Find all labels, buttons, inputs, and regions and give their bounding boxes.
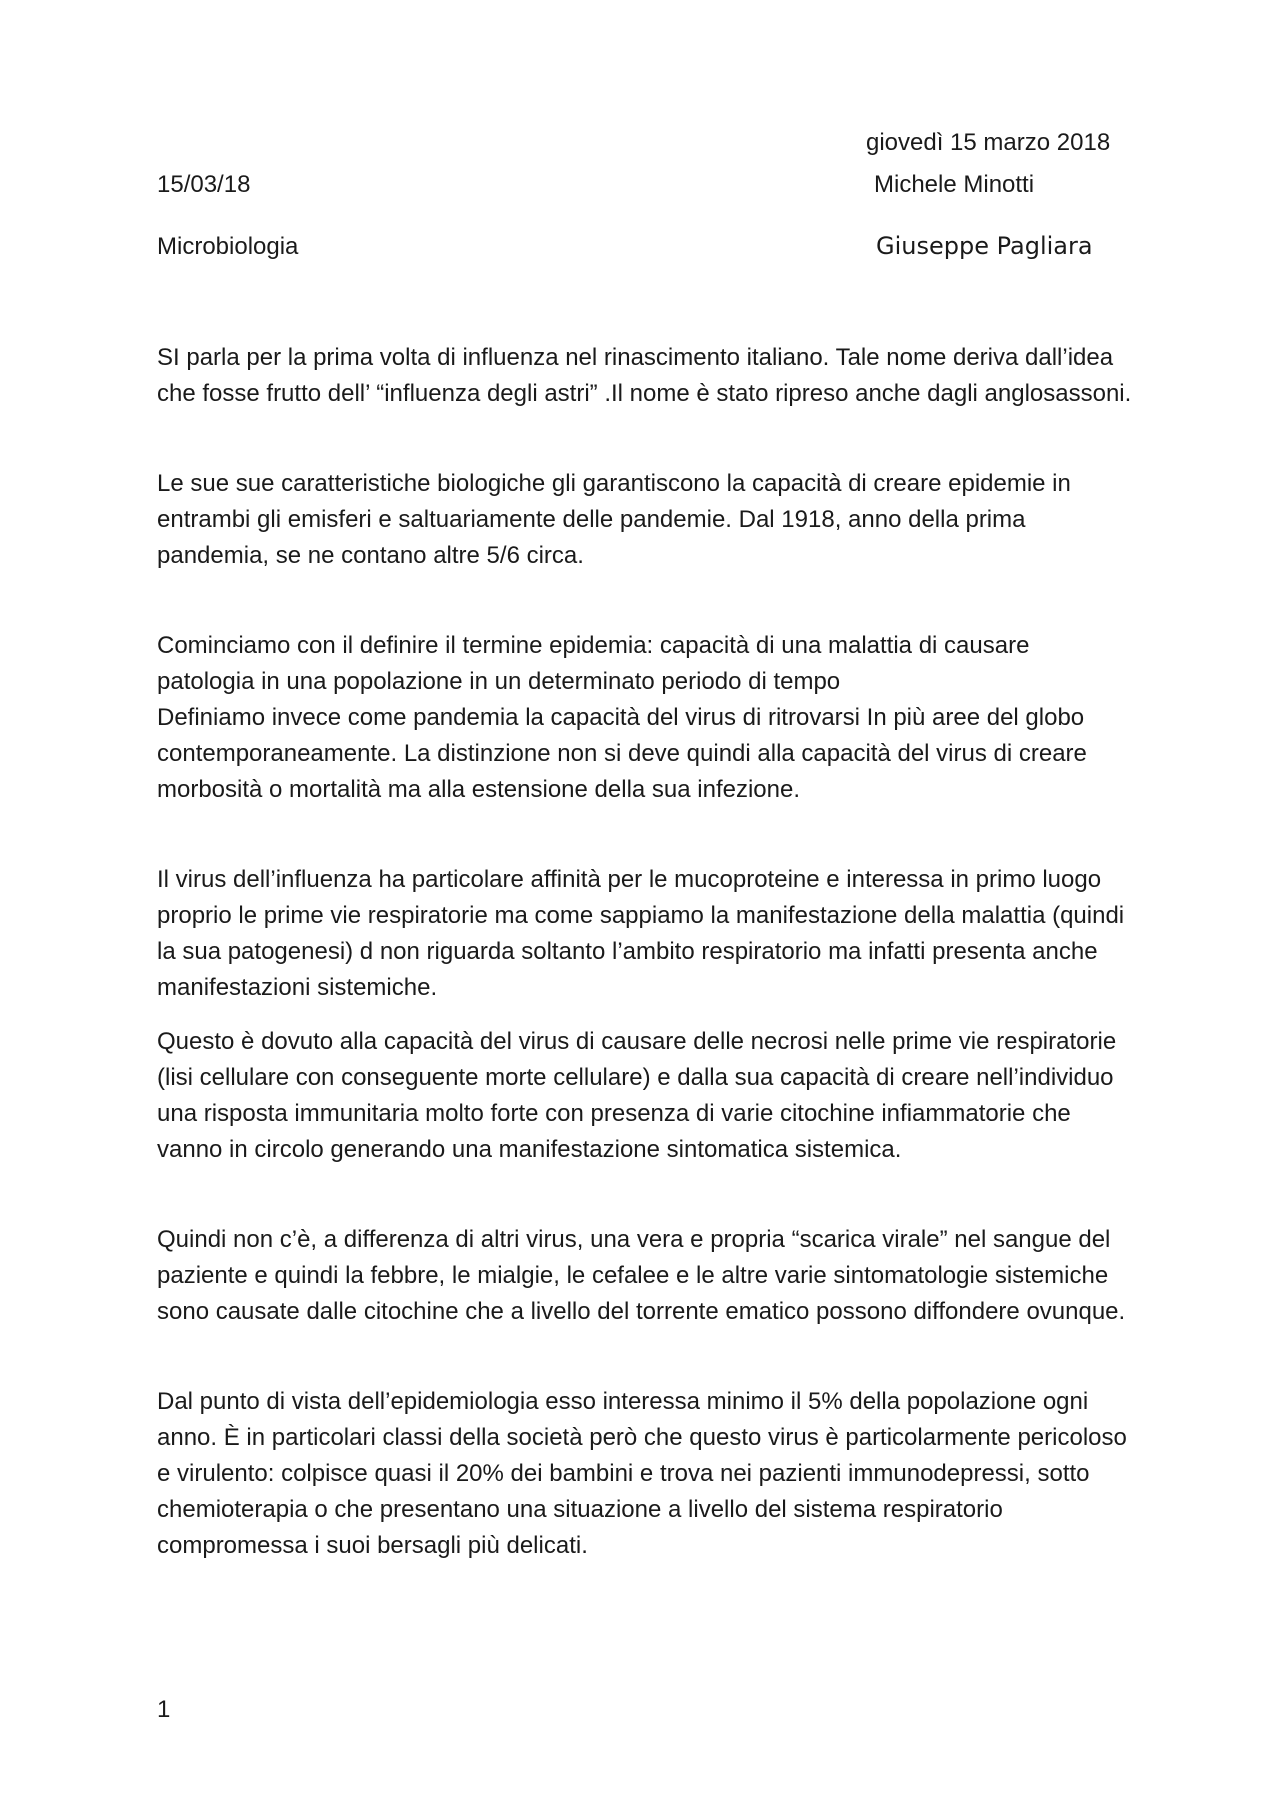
- header-subject: Microbiologia: [157, 233, 299, 260]
- page-number: 1: [157, 1696, 171, 1723]
- header-author-1: Michele Minotti: [874, 171, 1035, 198]
- header-date-short: 15/03/18: [157, 171, 251, 198]
- paragraph-5: Il virus dell’influenza ha particolare affinità per le mucoproteine e interessa in primo luogo proprio le prime vie respiratorie ma come sappiamo la manifestazione della malattia (quindi la sua patogenesi) d non riguarda soltanto l’ambito respiratorio ma infatti presenta anche manifestazioni sistemiche.: [157, 866, 1125, 1001]
- paragraph-7: Quindi non c’è, a differenza di altri virus, una vera e propria “scarica virale” nel sangue del paziente e quindi la febbre, le mialgie, le cefalee e le altre varie sintomatologie sistemiche sono causate dalle citochine che a livello del torrente ematico possono diffondere ovunque.: [157, 1226, 1126, 1325]
- paragraph-8: Dal punto di vista dell’epidemiologia esso interessa minimo il 5% della popolazione ogni anno. È in particolari classi della società però che questo virus è particolarmente pericoloso e virulento: colpisce quasi il 20% dei bambini e trova nei pazienti immunodepressi, sotto chemioterapia o che presentano una situazione a livello del sistema respiratorio compromessa i suoi bersagli più delicati.: [157, 1388, 1127, 1559]
- paragraph-3: Cominciamo con il definire il termine epidemia: capacità di una malattia di causare patologia in una popolazione in un determinato periodo di tempo: [157, 632, 1030, 695]
- paragraph-2: Le sue sue caratteristiche biologiche gli garantiscono la capacità di creare epidemie in entrambi gli emisferi e saltuariamente delle pandemie. Dal 1918, anno della prima pandemia, se ne contano altre 5/6 circa.: [157, 470, 1071, 569]
- header-author-2: Giuseppe Pagliara: [876, 232, 1093, 260]
- paragraph-4: Definiamo invece come pandemia la capacità del virus di ritrovarsi In più aree del globo contemporaneamente. La distinzione non si deve quindi alla capacità del virus di creare morbosità o mortalità ma alla estensione della sua infezione.: [157, 704, 1087, 803]
- paragraph-1: SI parla per la prima volta di influenza nel rinascimento italiano. Tale nome deriva dall’idea che fosse frutto dell’ “influenza degli astri” .Il nome è stato ripreso anche dagli anglosassoni.: [157, 344, 1132, 407]
- header-date-long: giovedì 15 marzo 2018: [866, 129, 1111, 156]
- paragraph-6: Questo è dovuto alla capacità del virus di causare delle necrosi nelle prime vie respiratorie (lisi cellulare con conseguente morte cellulare) e dalla sua capacità di creare nell’individuo una risposta immunitaria molto forte con presenza di varie citochine infiammatorie che vanno in circolo generando una manifestazione sintomatica sistemica.: [157, 1028, 1117, 1163]
